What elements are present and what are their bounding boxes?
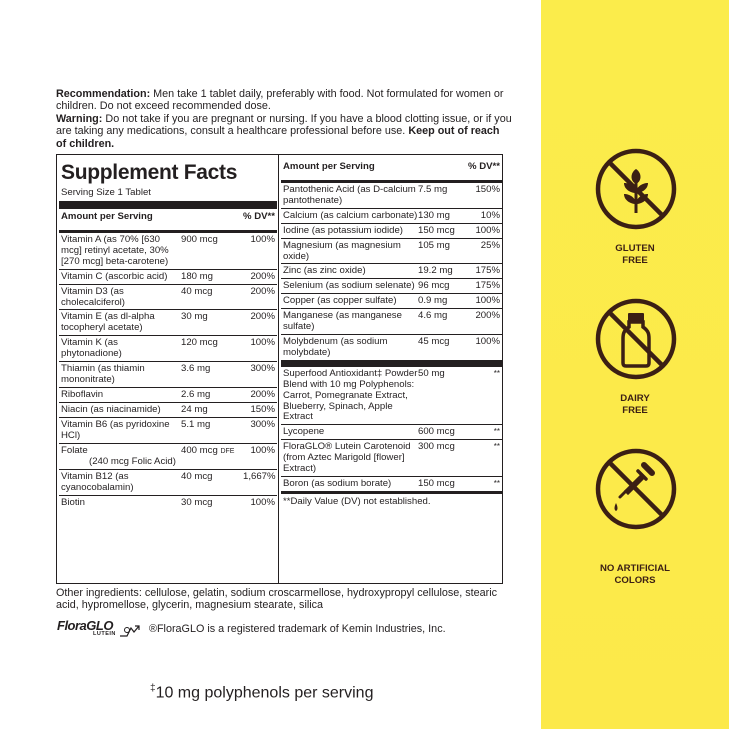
nutrient-name: Calcium (as calcium carbonate) <box>283 209 418 221</box>
facts-row <box>281 239 502 265</box>
nutrient-name: Vitamin A (as 70% [630 mcg] retinyl acetate, 30% [270 mcg] beta-carotene) <box>61 234 169 267</box>
nutrient-name: Lycopene <box>283 426 325 438</box>
nutrient-dv: 200% <box>250 311 275 323</box>
warning-text: Do not take if you are pregnant or nursing. If you have a blood clotting issue, or if you are taking any medications, consult a healthcare professional before use. <box>56 112 512 138</box>
nutrient-amount <box>418 211 470 222</box>
amount-value: 5.1 mg <box>181 418 211 430</box>
nutrient-dv: ** <box>493 478 500 488</box>
nutrient-name: Vitamin K (as phytonadione) <box>61 337 122 360</box>
nutrient-name: Vitamin C (ascorbic acid) <box>61 270 168 282</box>
nutrient-amount <box>181 446 243 458</box>
nutrient-amount <box>418 369 470 424</box>
nutrient-amount <box>418 226 470 237</box>
nutrient-name: FloraGLO® Lutein Carotenoid (from Aztec Marigold [flower] Extract) <box>283 441 411 475</box>
nutrient-amount <box>181 405 243 416</box>
badge-line1: NO ARTIFICIAL <box>600 563 670 574</box>
nutrient-name: Superfood Antioxidant‡ Powder Blend with 10 mg Polyphenols: Carrot, Pomegranate Extract, Blueberry, Spinach, Apple Extract <box>283 367 418 423</box>
facts-row <box>281 335 502 360</box>
gluten-free-icon <box>594 147 678 231</box>
nutrient-dv: 100% <box>250 234 275 245</box>
nutrient-name: Magnesium (as magnesium oxide) <box>283 239 401 262</box>
amount-value: 30 mcg <box>181 497 213 509</box>
serving-size: Serving Size 1 Tablet <box>59 187 277 209</box>
nutrient-amount <box>418 337 470 359</box>
amount-value: 150 mcg <box>418 477 455 489</box>
nutrient-name: Boron (as sodium borate) <box>283 477 392 489</box>
nutrient-amount <box>418 241 470 263</box>
nutrient-name: Niacin (as niacinamide) <box>61 403 161 415</box>
nutrient-dv: 300% <box>250 363 275 375</box>
nutrient-dv: 150% <box>475 184 500 195</box>
nutrient-dv: ** <box>493 442 500 452</box>
nutrient-amount <box>418 311 470 333</box>
nutrient-name: Manganese (as manganese sulfate) <box>283 310 402 333</box>
facts-row <box>59 310 277 336</box>
facts-row <box>59 388 277 403</box>
header-dv: % DV** <box>243 211 275 222</box>
amount-value: 3.6 mg <box>181 363 211 375</box>
trademark-line <box>57 618 446 640</box>
facts-row <box>281 264 502 279</box>
facts-row <box>59 336 277 362</box>
nutrient-name: Molybdenum (as sodium molybdate) <box>283 335 388 358</box>
nutrient-name: Vitamin E (as dl-alpha tocopheryl acetate) <box>61 311 155 334</box>
amount-value: 7.5 mg <box>418 184 448 195</box>
warning-label: Warning: <box>56 112 103 125</box>
badge-no-artificial-colors-label <box>541 563 729 587</box>
amount-value: 50 mg <box>418 367 445 379</box>
nutrient-dv: 100% <box>250 497 275 509</box>
recommendation <box>56 88 512 113</box>
amount-value: 120 mcg <box>181 337 218 349</box>
nutrient-dv: 100% <box>475 295 500 307</box>
amount-value: 4.6 mg <box>418 310 448 322</box>
recommendation-text: Men take 1 tablet daily, preferably with food. Not formulated for women or children. Do not exceed recommended dose. <box>56 88 504 113</box>
nutrient-amount <box>418 266 470 277</box>
facts-row <box>281 279 502 294</box>
amount-value: 40 mcg <box>181 471 213 483</box>
amount-value: 96 mcg <box>418 280 450 292</box>
dv-footnote: **Daily Value (DV) not established. <box>281 491 502 509</box>
amount-value: 2.6 mg <box>181 388 211 400</box>
facts-row <box>59 418 277 444</box>
nutrient-dv: 200% <box>250 270 275 282</box>
dairy-free-icon <box>594 297 678 381</box>
amount-value: 45 mcg <box>418 335 450 347</box>
nutrient-dv: ** <box>493 427 500 437</box>
other-ingredients: Other ingredients: cellulose, gelatin, sodium croscarmellose, hydroxypropyl cellulose, stearic acid, hypromellose, glycerin, magnesium stearate, silica <box>56 587 498 612</box>
amount-value: 19.2 mg <box>418 265 453 277</box>
trademark-text: ®FloraGLO is a registered trademark of Kemin Industries, Inc. <box>149 623 446 635</box>
facts-row <box>281 367 502 426</box>
facts-row <box>59 444 277 471</box>
header-dv: % DV** <box>468 161 500 172</box>
nutrient-dv: 100% <box>475 224 500 236</box>
badge-line1: GLUTEN <box>615 243 655 254</box>
nutrient-name: Copper (as copper sulfate) <box>283 295 397 307</box>
nutrient-amount <box>418 296 470 307</box>
amount-value: 130 mg <box>418 209 450 221</box>
facts-row <box>281 440 502 477</box>
floraglo-logo <box>57 618 149 640</box>
nutrient-name: Vitamin B12 (as cyanocobalamin) <box>61 471 134 494</box>
facts-header-right <box>281 157 502 183</box>
facts-row <box>281 224 502 239</box>
nutrient-dv: 1,667% <box>243 471 276 483</box>
amount-value: 40 mcg <box>181 285 213 297</box>
facts-row <box>59 270 277 285</box>
nutrient-amount <box>181 312 243 334</box>
nutrient-name: Biotin <box>61 497 85 509</box>
nutrient-dv: 10% <box>480 209 500 221</box>
facts-row <box>59 362 277 388</box>
facts-row <box>281 309 502 335</box>
right-rows <box>281 183 502 360</box>
nutrient-dv: 175% <box>475 265 500 277</box>
nutrient-dv: 200% <box>250 388 275 400</box>
warning <box>56 113 512 150</box>
nutrient-amount <box>181 390 243 401</box>
facts-row <box>281 477 502 491</box>
badge-dairy-free-label <box>541 393 729 417</box>
nutrient-amount <box>181 420 243 442</box>
nutrient-amount <box>418 442 470 475</box>
polyphenol-note <box>150 683 373 702</box>
left-rows <box>59 233 277 510</box>
facts-row <box>59 285 277 311</box>
amount-value: 400 mcg <box>181 444 218 456</box>
nutrient-name: Pantothenic Acid (as D-calcium pantothenate) <box>283 184 416 206</box>
amount-value: 105 mg <box>418 239 450 251</box>
amount-value: 900 mcg <box>181 234 218 245</box>
nutrient-dv: 200% <box>475 310 500 322</box>
amount-value: 150 mcg <box>418 224 455 236</box>
amount-value: 30 mg <box>181 311 208 323</box>
column-divider <box>278 155 279 583</box>
facts-row <box>59 403 277 418</box>
facts-row <box>281 209 502 224</box>
facts-header <box>59 209 277 233</box>
nutrient-amount <box>181 364 243 386</box>
facts-row <box>59 470 277 496</box>
nutrient-dv: 100% <box>250 337 275 349</box>
header-amount: Amount per Serving <box>283 161 375 172</box>
nutrient-name: Thiamin (as thiamin mononitrate) <box>61 363 145 385</box>
warning-keep-out: Keep out of reach of children. <box>56 125 500 150</box>
facts-row <box>59 233 277 270</box>
logo-sub: LUTEIN <box>93 631 116 637</box>
badge-line2: FREE <box>622 405 648 416</box>
nutrient-sub: (240 mcg Folic Acid) <box>89 456 176 468</box>
nutrient-name: Selenium (as sodium selenate) <box>283 280 415 292</box>
facts-column-left <box>59 157 277 510</box>
badge-line2: COLORS <box>614 575 656 586</box>
nutrient-amount <box>181 498 243 509</box>
facts-row <box>281 294 502 309</box>
nutrient-dv: 300% <box>250 418 275 430</box>
badge-line1: DAIRY <box>620 393 650 404</box>
nutrient-amount <box>181 338 243 360</box>
recommendation-label: Recommendation: <box>56 88 151 100</box>
nutrient-name: Riboflavin <box>61 388 104 400</box>
polyphenol-text: 10 mg polyphenols per serving <box>155 684 374 702</box>
flower-icon <box>119 624 145 638</box>
nutrient-name: Vitamin D3 (as cholecalciferol) <box>61 285 125 308</box>
no-artificial-colors-icon <box>594 447 678 531</box>
supplement-facts-panel <box>56 154 503 584</box>
nutrient-dv: 100% <box>475 335 500 347</box>
amount-value: 300 mcg <box>418 441 455 453</box>
nutrient-name: Zinc (as zinc oxide) <box>283 265 366 277</box>
nutrient-amount <box>181 287 243 309</box>
badge-gluten-free-label <box>541 243 729 267</box>
nutrient-amount <box>181 235 243 268</box>
facts-column-right <box>281 157 502 509</box>
nutrient-name: Folate <box>61 444 88 456</box>
header-amount: Amount per Serving <box>61 211 153 222</box>
facts-row <box>281 183 502 209</box>
nutrient-amount <box>418 281 470 292</box>
nutrient-name: Iodine (as potassium iodide) <box>283 224 403 236</box>
amount-value: 0.9 mg <box>418 295 448 307</box>
nutrient-amount <box>418 479 470 490</box>
logo-text: FloraGLO <box>57 618 113 633</box>
blend-rows <box>281 360 502 491</box>
facts-title: Supplement Facts <box>61 161 238 184</box>
nutrient-amount <box>181 472 243 494</box>
badge-line2: FREE <box>622 255 648 266</box>
nutrient-name: Vitamin B6 (as pyridoxine HCl) <box>61 418 170 441</box>
nutrient-dv: ** <box>493 368 500 378</box>
nutrient-dv: 150% <box>250 403 275 415</box>
nutrient-amount <box>181 272 243 283</box>
nutrient-amount <box>418 185 470 207</box>
amount-value: 600 mcg <box>418 426 455 438</box>
amount-suffix: DFE <box>220 447 235 455</box>
nutrient-amount <box>418 427 470 438</box>
amount-value: 24 mg <box>181 403 208 415</box>
facts-row <box>281 425 502 440</box>
facts-row <box>59 496 277 510</box>
amount-value: 180 mg <box>181 270 213 282</box>
nutrient-dv: 200% <box>250 285 275 297</box>
double-dagger: ‡ <box>150 683 156 694</box>
nutrient-dv: 25% <box>480 239 500 251</box>
nutrient-dv: 100% <box>250 444 275 456</box>
directions-block <box>56 88 512 150</box>
nutrient-dv: 175% <box>475 280 500 292</box>
